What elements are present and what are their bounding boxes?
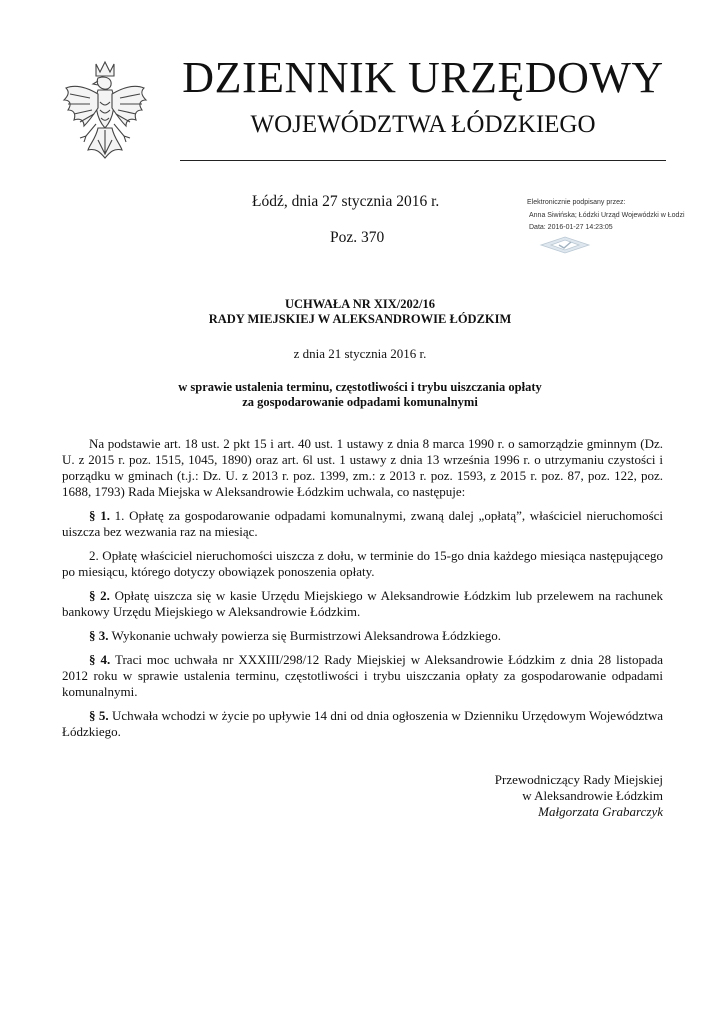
section-2-label: § 2. bbox=[89, 588, 110, 603]
signatory-role: Przewodniczący Rady Miejskiej bbox=[494, 772, 663, 787]
section-2 bbox=[62, 588, 663, 620]
coat-of-arms-eagle-icon bbox=[60, 58, 150, 168]
section-1 bbox=[62, 508, 663, 540]
esign-header: Elektronicznie podpisany przez: bbox=[527, 199, 626, 206]
signature-block bbox=[420, 772, 663, 820]
act-subject-line-2: za gospodarowanie odpadami komunalnymi bbox=[242, 395, 478, 409]
publication-place-date: Łódź, dnia 27 stycznia 2016 r. bbox=[252, 193, 440, 210]
act-issuer: RADY MIEJSKIEJ W ALEKSANDROWIE ŁÓDZKIM bbox=[208, 312, 512, 326]
esign-date: Data: 2016-01-27 14:23:05 bbox=[529, 224, 613, 231]
section-5-text: Uchwała wchodzi w życie po upływie 14 dni od dnia ogłoszenia w Dzienniku Urzędowym Województwa Łódzkiego. bbox=[62, 708, 664, 739]
section-5 bbox=[62, 708, 663, 740]
act-title bbox=[120, 297, 600, 327]
section-5-label: § 5. bbox=[89, 708, 109, 723]
act-number: UCHWAŁA NR XIX/202/16 bbox=[284, 297, 435, 311]
act-subject-line-1: w sprawie ustalenia terminu, częstotliwości i trybu uiszczania opłaty bbox=[178, 380, 542, 394]
section-3-text: Wykonanie uchwały powierza się Burmistrzowi Aleksandrowa Łódzkiego. bbox=[111, 628, 501, 643]
act-date: z dnia 21 stycznia 2016 r. bbox=[293, 346, 427, 361]
electronic-signature-block bbox=[527, 197, 685, 235]
signature-verification-icon bbox=[537, 235, 593, 255]
section-1-text: 1. Opłatę za gospodarowanie odpadami komunalnymi, zwaną dalej „opłatą”, właściciel nieruchomości uiszcza bez wezwania raz na miesiąc. bbox=[62, 508, 664, 539]
esign-signer: Anna Siwińska; Łódzki Urząd Wojewódzki w Łodzi bbox=[529, 211, 685, 219]
journal-subtitle: WOJEWÓDZTWA ŁÓDZKIEGO bbox=[250, 111, 596, 138]
section-4-label: § 4. bbox=[89, 652, 111, 667]
preamble: Na podstawie art. 18 ust. 2 pkt 15 i art. 40 ust. 1 ustawy z dnia 8 marca 1990 r. o samorządzie gminnym (Dz. U. z 2015 r. poz. 1515, 1045, 1890) oraz art. 6l ust. 1 ustawy z dnia 13 września 1996 r. o utrzymaniu czystości i porządku w gminach (t.j.: Dz. U. z 2013 r. poz. 1399, zm.: z 2013 r. poz. 1593, z 2015 r. poz. 87, poz. 122, poz. 1688, 1793) Rada Miejska w Aleksandrowie Łódzkim uchwala, co następuje: bbox=[62, 436, 663, 499]
section-1-paragraph-2: 2. Opłatę właściciel nieruchomości uiszcza z dołu, w terminie do 15-go dnia każdego miesiąca następującego po miesiącu, którego dotyczy obowiązek ponoszenia opłaty. bbox=[62, 548, 663, 579]
section-3-label: § 3. bbox=[89, 628, 109, 643]
publication-position: Poz. 370 bbox=[330, 229, 385, 246]
section-4-text: Traci moc uchwała nr XXXIII/298/12 Rady Miejskiej w Aleksandrowie Łódzkim z dnia 28 listopada 2012 roku w sprawie ustalenia terminu, częstotliwości i trybu uiszczania opłaty za gospodarowanie odpadami komunalnymi. bbox=[62, 652, 663, 699]
section-1-label: § 1. bbox=[89, 508, 110, 523]
section-3 bbox=[62, 628, 663, 644]
signatory-name: Małgorzata Grabarczyk bbox=[538, 804, 663, 819]
section-4 bbox=[62, 652, 663, 700]
section-2-text: Opłatę uiszcza się w kasie Urzędu Miejskiego w Aleksandrowie Łódzkim lub przelewem na rachunek bankowy Urzędu Miejskiego w Aleksandrowie Łódzkim. bbox=[62, 588, 664, 619]
journal-title: DZIENNIK URZĘDOWY bbox=[182, 53, 664, 102]
signatory-institution: w Aleksandrowie Łódzkim bbox=[522, 788, 663, 803]
act-subject bbox=[120, 380, 600, 410]
masthead-divider bbox=[180, 160, 666, 161]
act-body bbox=[62, 436, 663, 748]
